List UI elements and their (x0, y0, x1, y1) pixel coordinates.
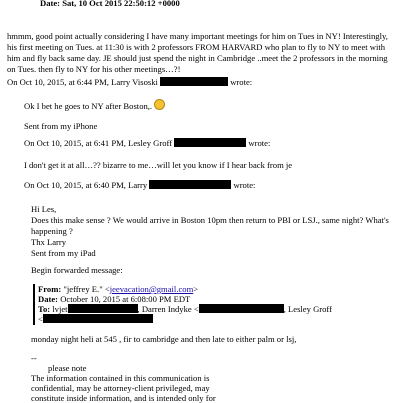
fwd-from-close: > (193, 284, 199, 294)
fwd-note-line-1: The information contained in this communication is (31, 373, 210, 383)
fwd-to (38, 304, 332, 314)
fwd-date-value: October 10, 2015 at 6:08:00 PM EDT (60, 294, 191, 304)
quote2-attrib-prefix: On Oct 10, 2015, at 6:41 PM, Lesley Groff (24, 138, 173, 148)
fwd-to-cont: < (38, 314, 43, 324)
body-line-2: his first meeting on Tues. at 11:30 is with 2 professors FROM HARVARD who plan to fly to NY to meet with (7, 42, 386, 52)
quote3-attrib-prefix: On Oct 10, 2015, at 6:40 PM, Larry (24, 180, 148, 190)
body-line-1: hmmm, good point actually considering I have many important meetings for him on Tues in NY! Interestingly, (7, 31, 388, 41)
forward-label: Begin forwarded message: (31, 265, 123, 275)
fwd-from-email-link[interactable]: jeevacation@gmail.com (109, 284, 194, 294)
fwd-note-line-2: confidential, may be attorney-client privileged, may (31, 383, 210, 393)
quote3-attribution (24, 180, 255, 190)
quote1-attrib-suffix: wrote: (230, 77, 253, 87)
redaction-box (160, 77, 228, 86)
fwd-to-label: To: (38, 304, 51, 314)
smiley-emoji-icon (154, 99, 165, 110)
quote1-attribution (7, 77, 252, 87)
quote1-message (24, 99, 165, 111)
body-line-3: him and fly back same day. JE should just spend the night in Cambridge ..meet the 2 professors in the morning (7, 53, 388, 63)
redaction-box (199, 304, 284, 313)
body-line-4: on Tues. then fly to NY for his other meetings…?! (7, 64, 181, 74)
fwd-note-title: please note (48, 363, 87, 373)
redaction-box (174, 138, 246, 147)
redaction-box (68, 304, 138, 313)
quote3-line-1: Hi Les, (31, 204, 57, 214)
fwd-from (38, 284, 198, 294)
fwd-date (38, 294, 190, 304)
quote2-message: I don't get it at all…?? bizarre to me…will let you know if I hear back from je (24, 160, 293, 170)
quote1-signature: Sent from my iPhone (24, 121, 98, 131)
quote2-attribution (24, 138, 270, 148)
fwd-to-name1: lvjet (52, 304, 68, 314)
header-date-label: Date: (40, 0, 61, 8)
fwd-to-continued (38, 314, 153, 324)
redaction-box (149, 180, 231, 189)
quote1-attrib-prefix: On Oct 10, 2015, at 6:44 PM, Larry Visoski (7, 77, 158, 87)
fwd-to-mid: , Darren Indyke < (137, 304, 199, 314)
fwd-to-end: , Lesley Groff (283, 304, 333, 314)
quote3-line-4: Thx Larry (31, 237, 67, 247)
fwd-from-name: "jeffrey E." < (63, 284, 110, 294)
quote1-message-text: Ok I bet he goes to NY after Boston,. (24, 101, 153, 111)
fwd-sig-dash: -- (31, 353, 37, 363)
fwd-note-line-3: constitute inside information, and is intended only for (31, 393, 216, 403)
header-date-value: Sat, 10 Oct 2015 22:50:12 +0000 (62, 0, 180, 8)
quote-bar (33, 284, 35, 325)
quote3-attrib-suffix: wrote: (233, 180, 256, 190)
quote3-line-2: Does this make sense ? We would arrive in Boston 10pm then return to PBI or LSJ., same night? What's (31, 215, 389, 225)
fwd-from-label: From: (38, 284, 62, 294)
fwd-date-label: Date: (38, 294, 59, 304)
header-date (40, 0, 180, 8)
quote2-attrib-suffix: wrote: (248, 138, 271, 148)
quote3-line-3: happening ? (31, 226, 73, 236)
fwd-body: monday night heli at 545 , fir to cambridge and then late to either palm or lsj, (31, 334, 297, 344)
quote3-line-5: Sent from my iPad (31, 248, 96, 258)
redaction-box (43, 314, 153, 323)
